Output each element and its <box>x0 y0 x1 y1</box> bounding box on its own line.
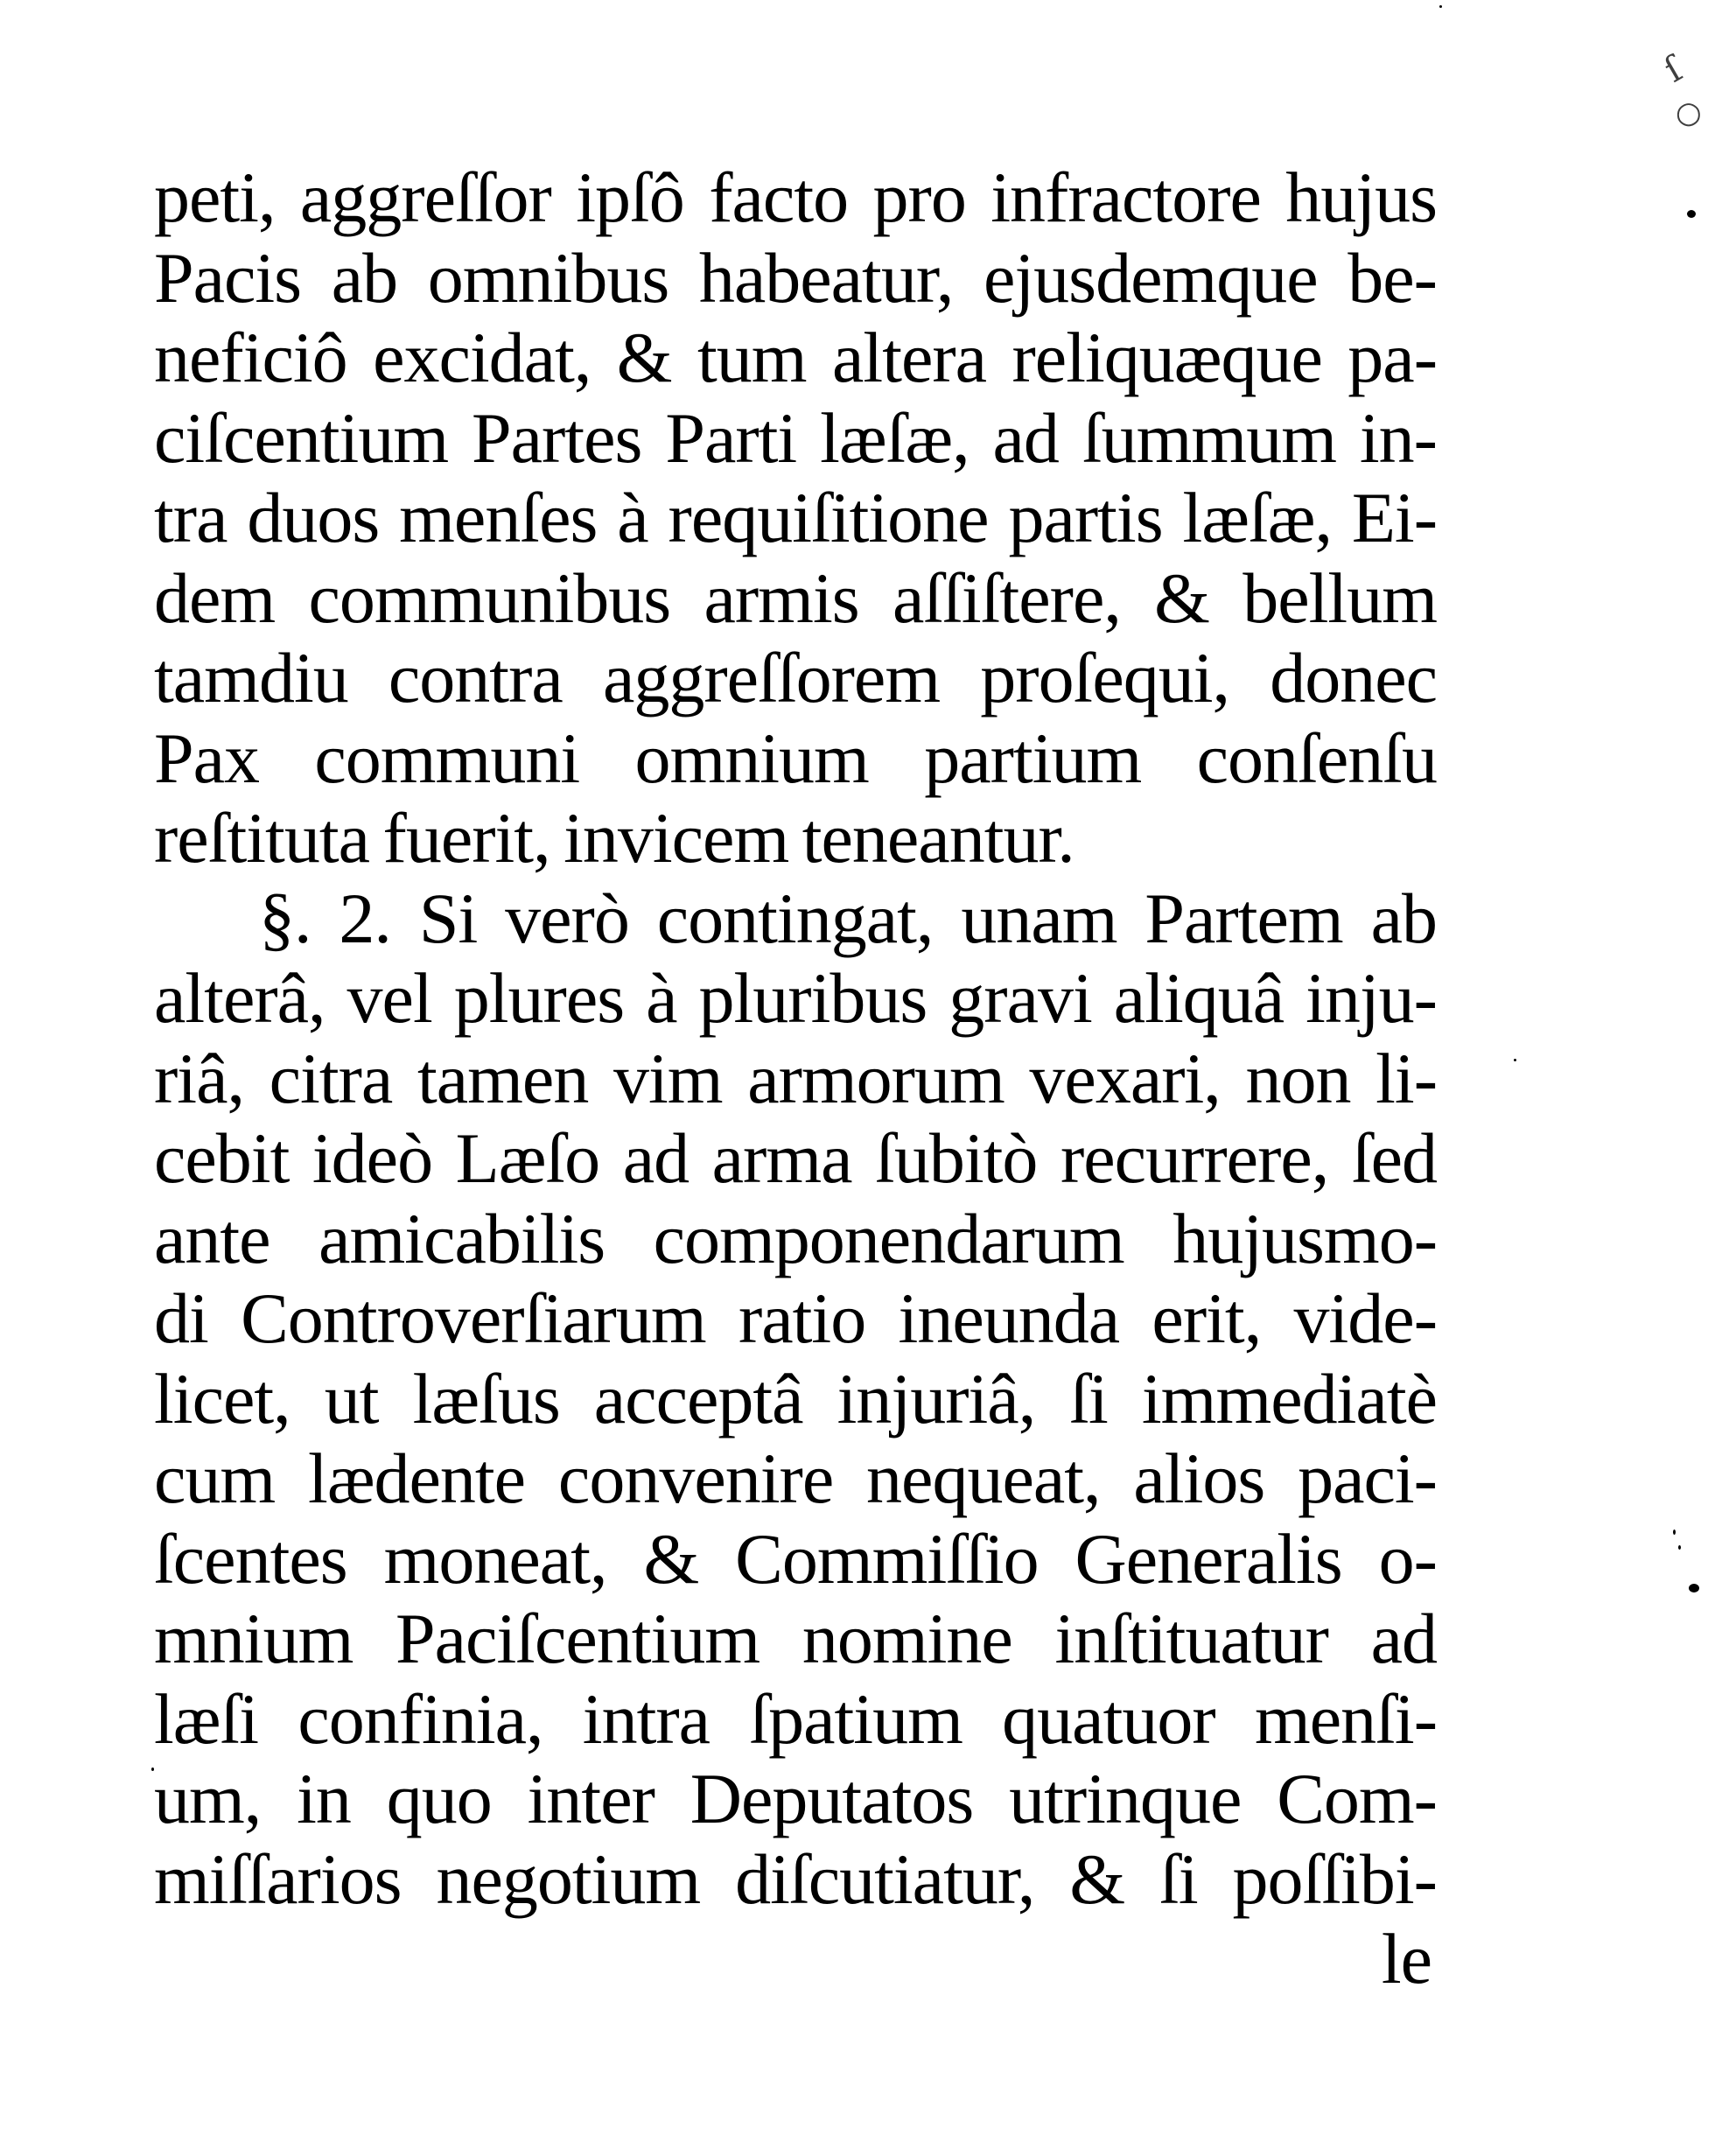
text-line: um, in quo inter Deputatos utrinque Com- <box>154 1759 1437 1838</box>
margin-speck <box>1673 1530 1676 1535</box>
margin-artifact-circle: ○ <box>1676 95 1702 130</box>
body-text <box>154 158 1437 1999</box>
text-line: Pacis ab omnibus habeatur, ejusdemque be- <box>154 237 1437 318</box>
text-line: cebit ideò Læſo ad arma ſubitò recurrere, ſed <box>154 1118 1437 1198</box>
margin-artifact-curl: ſ <box>1657 49 1690 91</box>
margin-speck <box>151 1768 154 1771</box>
text-line: Pax communi omnium partium conſenſu <box>154 718 1437 798</box>
catchword: le <box>1381 1919 1432 1998</box>
margin-speck <box>1687 210 1696 218</box>
text-line: tamdiu contra aggreſſorem proſequi, donec <box>154 638 1437 718</box>
text-line: riâ, citra tamen vim armorum vexari, non li- <box>154 1038 1437 1118</box>
margin-speck <box>1439 5 1442 8</box>
text-line: cum lædente convenire nequeat, alios paci- <box>154 1438 1437 1518</box>
text-line: peti, aggreſſor ipſô facto pro infractore hujus <box>154 158 1437 237</box>
text-line: ante amicabilis componendarum hujusmo- <box>154 1198 1437 1278</box>
section-2-start-line: §. 2. Si verò contingat, unam Partem ab <box>259 878 1437 958</box>
text-line: licet, ut læſus acceptâ injuriâ, ſi immediatè <box>154 1358 1437 1438</box>
margin-speck <box>1689 1584 1699 1592</box>
margin-speck <box>1514 1059 1516 1061</box>
text-line: mnium Paciſcentium nomine inſtituatur ad <box>154 1599 1437 1678</box>
text-line: ſcentes moneat, & Commiſſio Generalis o- <box>154 1518 1437 1599</box>
margin-speck <box>1678 1545 1681 1550</box>
text-line: tra duos menſes à requiſitione partis læſæ, Ei- <box>154 478 1437 557</box>
text-line: dem communibus armis aſſiſtere, & bellum <box>154 557 1437 638</box>
paragraph-end-line: reſtituta fuerit, invicem teneantur. <box>154 798 1074 878</box>
text-line: ciſcentium Partes Parti læſæ, ad ſummum in- <box>154 397 1437 478</box>
text-line: læſi confinia, intra ſpatium quatuor menſi- <box>154 1678 1437 1759</box>
text-line: alterâ, vel plures à pluribus gravi aliquâ inju- <box>154 958 1437 1038</box>
text-line: di Controverſiarum ratio ineunda erit, vide- <box>154 1278 1437 1358</box>
text-line: miſſarios negotium diſcutiatur, & ſi poſſibi- <box>154 1838 1437 1919</box>
text-line: neficiô excidat, & tum altera reliquæque pa- <box>154 318 1437 397</box>
